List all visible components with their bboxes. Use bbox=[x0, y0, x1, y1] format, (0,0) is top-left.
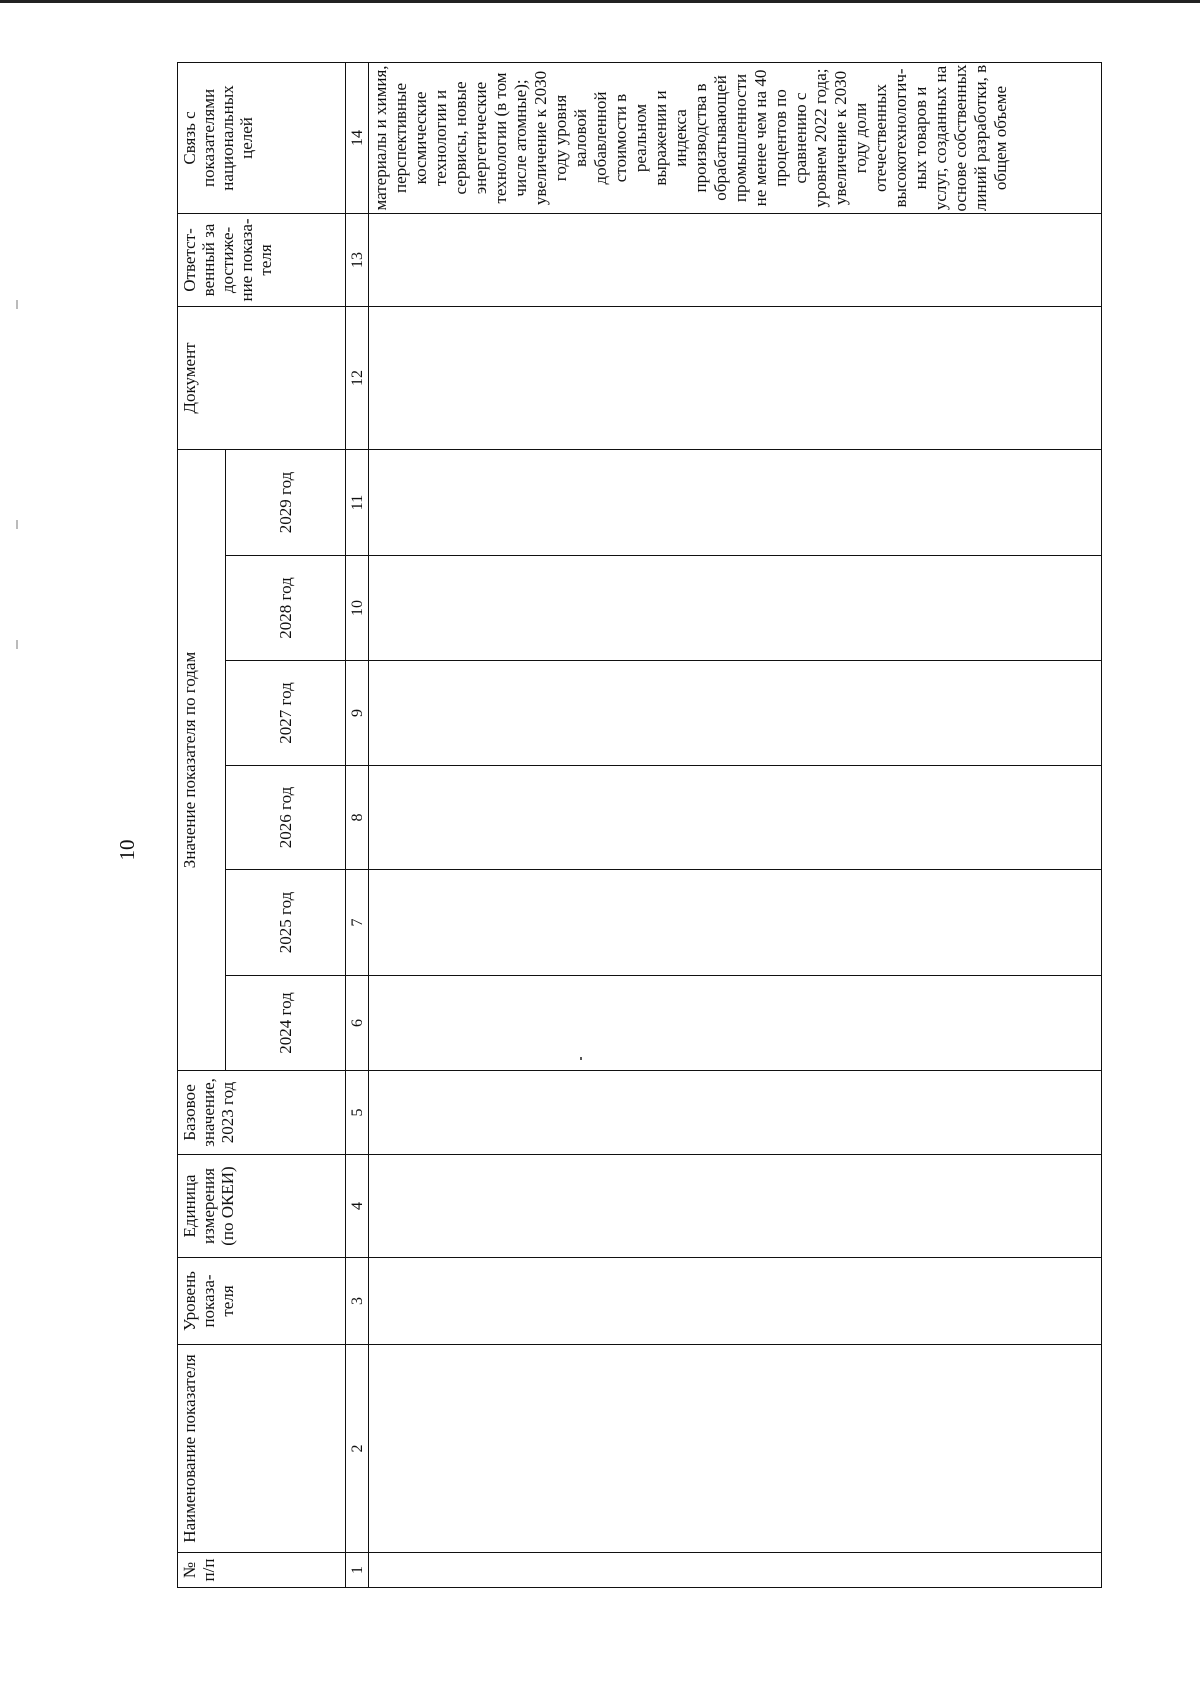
header-base-value: Базовое значение, 2023 год bbox=[178, 1071, 346, 1155]
national-goals-link-text: материалы и химия, перспективные космические технологии и сервисы, новые энергетические технологии (в том числе атомные); увеличение к 2030 году уровня валовой добавленной стоимости в реальном выражении и индекса производства в обрабатывающей промышленности не менее чем на 40 процентов по сравнению с уровнем 2022 года; увеличение к 2030 году доли отечественных высокотехнологич-ных товаров и услуг, созданных на основе собственных линий разработки, в общем объеме bbox=[369, 62, 1102, 213]
table-cell bbox=[369, 1345, 1102, 1553]
table-cell bbox=[369, 870, 1102, 976]
header-number: № п/п bbox=[178, 1553, 346, 1588]
table-cell bbox=[369, 306, 1102, 449]
table-cell bbox=[369, 766, 1102, 870]
header-level: Уровень показа-теля bbox=[178, 1258, 346, 1345]
column-number: 10 bbox=[346, 556, 369, 661]
scan-speck bbox=[580, 1057, 582, 1060]
header-year: 2029 год bbox=[226, 449, 346, 555]
table-cell bbox=[369, 449, 1102, 555]
column-number: 6 bbox=[346, 976, 369, 1071]
header-year: 2025 год bbox=[226, 870, 346, 976]
header-document: Документ bbox=[178, 306, 346, 449]
table-cell bbox=[369, 661, 1102, 766]
header-values-by-year: Значение показателя по годам bbox=[178, 449, 226, 1070]
column-number: 13 bbox=[346, 213, 369, 306]
indicators-table bbox=[177, 62, 1102, 1588]
column-number: 2 bbox=[346, 1345, 369, 1553]
column-number: 7 bbox=[346, 870, 369, 976]
column-number: 8 bbox=[346, 766, 369, 870]
table-cell bbox=[369, 976, 1102, 1071]
column-number: 9 bbox=[346, 661, 369, 766]
header-year: 2027 год bbox=[226, 661, 346, 766]
column-number: 3 bbox=[346, 1258, 369, 1345]
header-name: Наименование показателя bbox=[178, 1345, 346, 1553]
table-cell bbox=[369, 1553, 1102, 1588]
header-responsible: Ответст-венный за достиже-ние показа-теля bbox=[178, 213, 346, 306]
header-national-goals: Связь с показателями национальных целей bbox=[178, 62, 346, 213]
table-cell bbox=[369, 213, 1102, 306]
page-number: 10 bbox=[115, 839, 139, 861]
column-number: 1 bbox=[346, 1553, 369, 1588]
column-number: 4 bbox=[346, 1155, 369, 1258]
column-number: 5 bbox=[346, 1071, 369, 1155]
column-number: 12 bbox=[346, 306, 369, 449]
header-year: 2024 год bbox=[226, 976, 346, 1071]
table-cell bbox=[369, 1071, 1102, 1155]
header-year: 2028 год bbox=[226, 556, 346, 661]
column-number: 11 bbox=[346, 449, 369, 555]
column-number: 14 bbox=[346, 62, 369, 213]
header-unit: Единица измерения (по ОКЕИ) bbox=[178, 1155, 346, 1258]
table-cell bbox=[369, 1155, 1102, 1258]
header-year: 2026 год bbox=[226, 766, 346, 870]
table-cell bbox=[369, 1258, 1102, 1345]
table-cell bbox=[369, 556, 1102, 661]
